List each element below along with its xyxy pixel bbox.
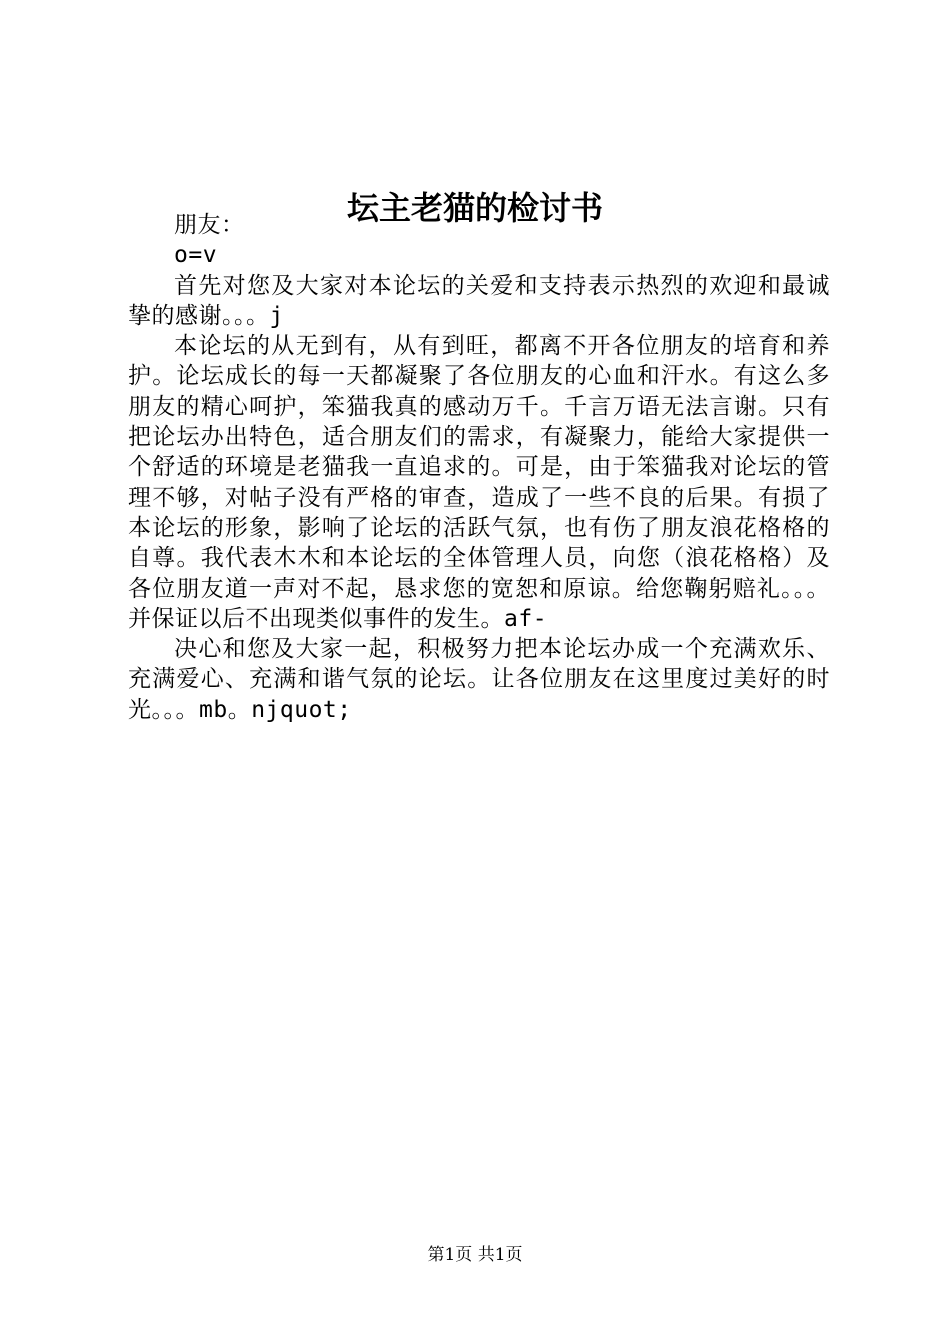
paragraph: o=v — [174, 242, 218, 269]
page-footer: 第1页 共1页 — [427, 1245, 523, 1265]
document-body — [128, 210, 830, 725]
salutation: 朋友： — [174, 212, 245, 238]
paragraph: 本论坛的从无到有，从有到旺，都离不开各位朋友的培育和养护。论坛成长的每一天都凝聚了各位朋友的心血和汗水。有这么多朋友的精心呵护，笨猫我真的感动万千。千言万语无法言谢。只有把论坛办出特色，适合朋友们的需求，有凝聚力，能给大家提供一个舒适的环境是老猫我一直追求的。可是，由于笨猫我对论坛的管理不够，对帖子没有严格的审查，造成了一些不良的后果。有损了本论坛的形象，影响了论坛的活跃气氛，也有伤了朋友浪花格格的自尊。我代表木木和本论坛的全体管理人员，向您（浪花格格）及各位朋友道一声对不起，恳求您的宽恕和原谅。给您鞠躬赔礼。。。并保证以后不出现类似事件的发生。af- — [128, 333, 830, 632]
paragraph: 决心和您及大家一起，积极努力把本论坛办成一个充满欢乐、充满爱心、充满和谐气氛的论坛。让各位朋友在这里度过美好的时光。。。mb。njquot; — [128, 636, 830, 723]
document-title: 坛主老猫的检讨书 — [346, 189, 603, 227]
paragraph: 首先对您及大家对本论坛的关爱和支持表示热烈的欢迎和最诚挚的感谢。。。j — [128, 272, 830, 329]
